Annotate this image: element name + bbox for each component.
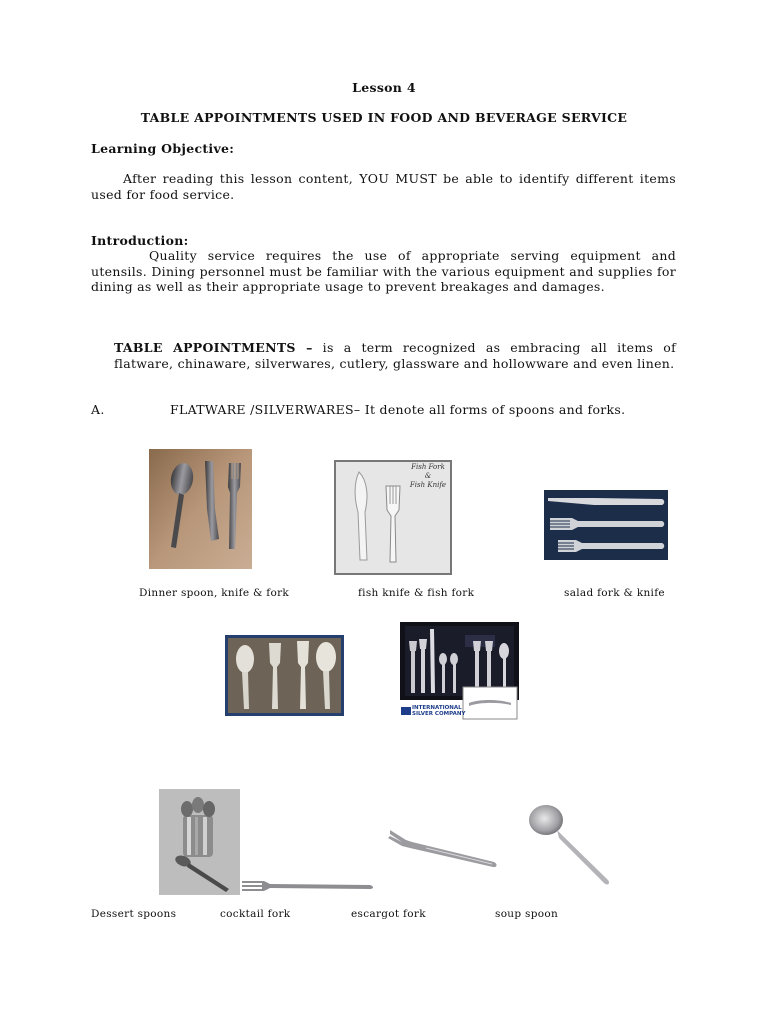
definition-text: is a term recognized as embracing all items of flatware, chinaware, silverwares, cutlery, glassware and hollowware and even linen. [114,340,676,371]
definition-term: TABLE APPOINTMENTS – [114,340,313,355]
caption-salad: salad fork & knife [564,587,665,599]
caption-escargot: escargot fork [351,908,426,920]
fish-label-line: & [424,472,432,480]
fish-image-label [408,463,448,490]
silverware-box-image [399,621,520,721]
fish-label-line: Fish Fork [411,463,445,471]
section-a-text: FLATWARE /SILVERWARES– It denote all forms of spoons and forks. [170,402,626,417]
caption-dinner: Dinner spoon, knife & fork [139,587,290,599]
dessert-spoons-image [159,789,240,895]
silver-company-logo [412,706,465,717]
caption-dessert: Dessert spoons [91,908,177,920]
caption-fish: fish knife & fish fork [358,587,475,599]
definition-paragraph [114,340,676,371]
escargot-fork-image [386,826,500,870]
caption-soup: soup spoon [495,908,559,920]
objective-text: After reading this lesson content, YOU MUST be able to identify different items used for food service. [91,171,676,202]
caption-cocktail: cocktail fork [220,908,291,920]
dinner-set-image [149,449,252,569]
fish-label-line: Fish Knife [409,481,447,489]
introduction-heading: Introduction: [91,233,189,248]
salad-set-image [544,490,668,560]
lesson-number: Lesson 4 [352,80,416,95]
introduction-text: Quality service requires the use of appropriate serving equipment and utensils. Dining personnel must be familiar with the various equipment and supplies for dining as well as their appropriate usage to prevent breakages and damages. [91,248,676,294]
flatware-row-image [225,635,344,716]
fish-set-image [334,460,452,575]
cocktail-fork-image [240,876,376,894]
brand-line: SILVER COMPANY [412,710,466,717]
brand-line: INTERNATIONAL [412,705,462,711]
section-a-letter: A. [91,402,105,417]
objective-heading: Learning Objective: [91,141,235,156]
soup-spoon-image [525,800,615,886]
page-title: TABLE APPOINTMENTS USED IN FOOD AND BEVERAGE SERVICE [140,110,628,125]
